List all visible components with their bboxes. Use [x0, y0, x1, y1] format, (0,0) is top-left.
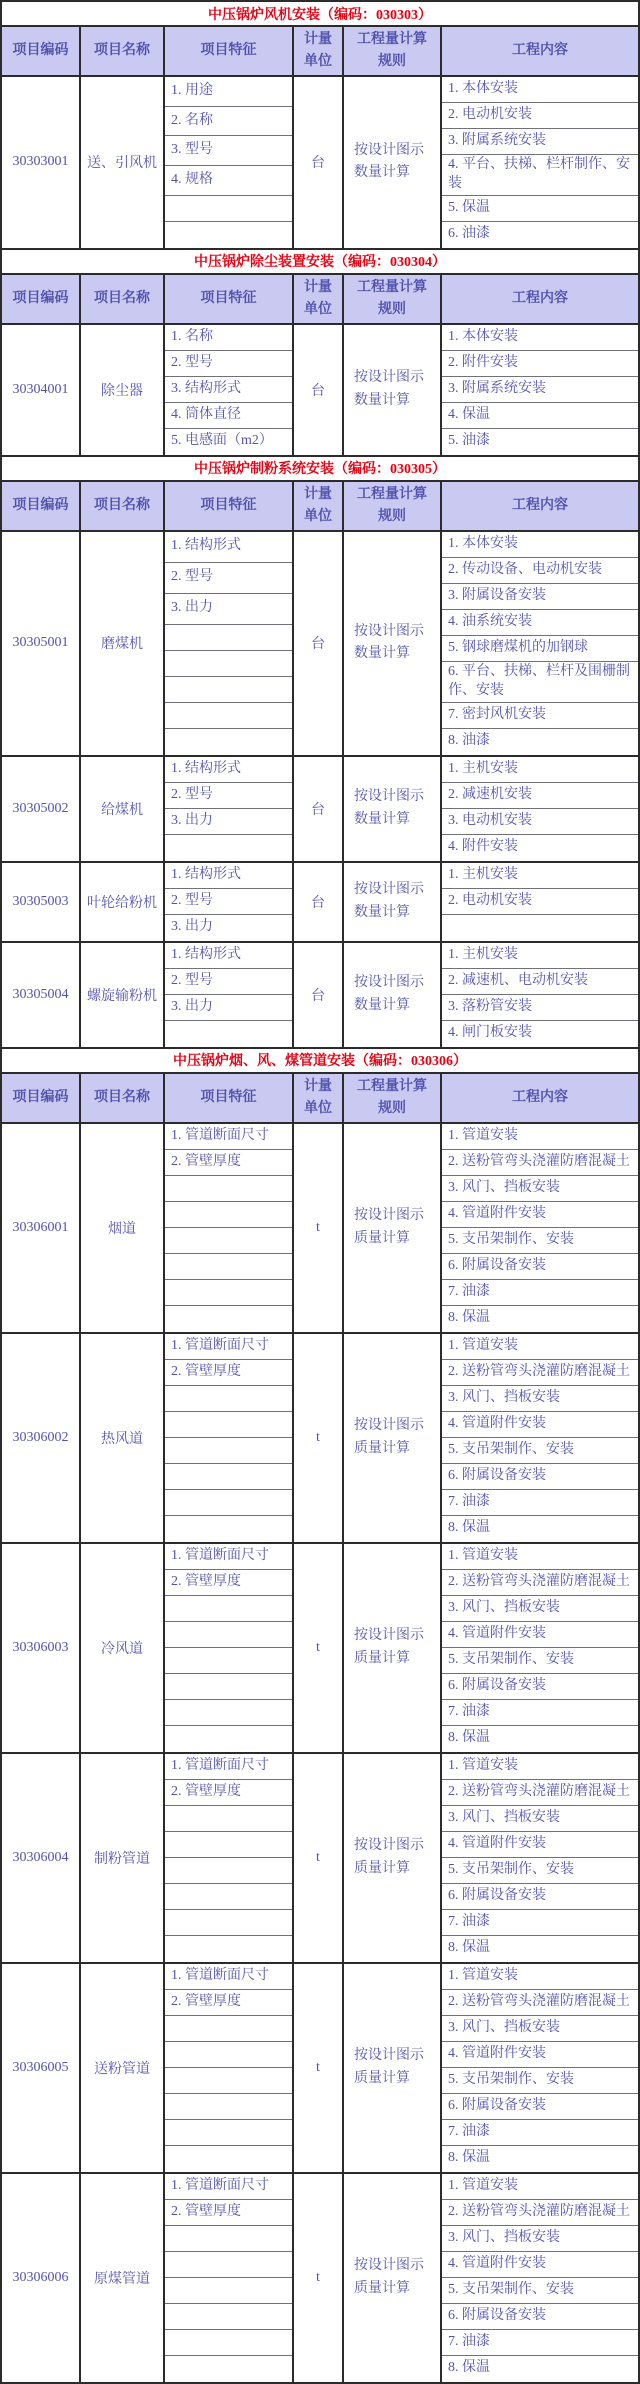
- content-list: [442, 943, 638, 1047]
- content-item: 4. 管道附件安装: [442, 1202, 638, 1228]
- feature-item: 3. 出力: [165, 995, 292, 1021]
- feature-item: 1. 管道断面尺寸: [165, 1124, 292, 1150]
- feature-item: [165, 2042, 292, 2068]
- content-list: [442, 77, 638, 248]
- feature-item: [165, 703, 292, 729]
- project-row: [2, 532, 638, 757]
- feature-item: [165, 835, 292, 861]
- project-code-cell: 30306002: [2, 1334, 81, 1542]
- section-title: 中压锅炉烟、风、煤管道安装（编码：030306）: [2, 1049, 638, 1074]
- column-header: 项目名称: [81, 275, 165, 323]
- rule-cell: 按设计图示质量计算: [344, 1544, 442, 1752]
- content-item: 7. 油漆: [442, 2330, 638, 2356]
- unit-cell: t: [294, 1124, 344, 1332]
- unit-cell: t: [294, 1754, 344, 1962]
- feature-item: 4. 规格: [165, 166, 292, 196]
- project-code-cell: 30304001: [2, 325, 81, 455]
- feature-item: 2. 名称: [165, 107, 292, 137]
- content-item: 2. 电动机安装: [442, 889, 638, 915]
- column-header: 工程量计算规则: [344, 27, 442, 75]
- feature-item: [165, 1021, 292, 1047]
- column-header: 工程内容: [512, 43, 568, 59]
- feature-item: 2. 管壁厚度: [165, 1570, 292, 1596]
- feature-item: [165, 1700, 292, 1726]
- content-item: 4. 管道附件安装: [442, 2042, 638, 2068]
- feature-item: [165, 1176, 292, 1202]
- feature-item: [165, 2094, 292, 2120]
- project-code-cell: 30306006: [2, 2174, 81, 2382]
- column-header: 项目编码: [2, 1074, 81, 1122]
- feature-item: [165, 1438, 292, 1464]
- column-header: 项目编码: [2, 27, 81, 75]
- project-name-cell: 除尘器: [81, 325, 165, 455]
- content-item: 1. 管道安装: [442, 2174, 638, 2200]
- content-item: 5. 支吊架制作、安装: [442, 2068, 638, 2094]
- content-item: 8. 保温: [448, 1730, 490, 1746]
- feature-item: [165, 2120, 292, 2146]
- project-name-cell: 原煤管道: [81, 2174, 165, 2382]
- feature-list: [165, 2174, 294, 2382]
- project-name-cell: 送粉管道: [81, 1964, 165, 2172]
- content-list: [442, 1964, 638, 2172]
- project-name-cell: 给煤机: [81, 757, 165, 861]
- content-item: 3. 风门、挡板安装: [442, 1386, 638, 1412]
- content-item: 6. 附属设备安装: [442, 1674, 638, 1700]
- content-item: 5. 油漆: [448, 433, 490, 449]
- content-item: 3. 风门、挡板安装: [442, 1596, 638, 1622]
- content-item: 8. 保温: [448, 2360, 490, 2376]
- content-item: 5. 支吊架制作、安装: [442, 1858, 638, 1884]
- content-item: 5. 支吊架制作、安装: [442, 1648, 638, 1674]
- section-title: 中压锅炉除尘装置安装（编码：030304）: [2, 250, 638, 275]
- feature-item: [165, 1858, 292, 1884]
- content-item: 4. 附件安装: [448, 839, 518, 855]
- feature-list: [165, 1124, 294, 1332]
- project-name-cell: 送、引风机: [81, 77, 165, 248]
- content-item: 6. 附属设备安装: [442, 2304, 638, 2330]
- feature-item: [165, 1726, 292, 1752]
- content-item: 2. 送粉管弯头浇灌防磨混凝土: [442, 1990, 638, 2016]
- unit-cell: t: [294, 2174, 344, 2382]
- unit-cell: 台: [294, 757, 344, 861]
- project-row: [2, 1334, 638, 1544]
- feature-item: [165, 1884, 292, 1910]
- feature-list: [165, 1964, 294, 2172]
- unit-cell: 台: [294, 325, 344, 455]
- project-name-cell: 磨煤机: [81, 532, 165, 755]
- content-item: 1. 管道安装: [442, 1544, 638, 1570]
- unit-cell: 台: [294, 863, 344, 941]
- column-header: 项目特征: [165, 482, 294, 530]
- column-header: 计量单位: [294, 1074, 344, 1122]
- content-list: [442, 757, 638, 861]
- content-item: 7. 油漆: [442, 1280, 638, 1306]
- feature-item: [165, 2068, 292, 2094]
- content-list: [442, 325, 638, 455]
- section-title: 中压锅炉制粉系统安装（编码：030305）: [2, 457, 638, 482]
- content-item: 2. 减速机、电动机安装: [442, 969, 638, 995]
- content-item: 2. 传动设备、电动机安装: [442, 558, 638, 584]
- column-header: 项目名称: [81, 482, 165, 530]
- column-header: 项目编码: [2, 275, 81, 323]
- content-item: 8. 保温: [448, 2150, 490, 2166]
- content-item: 5. 支吊架制作、安装: [442, 1228, 638, 1254]
- feature-item: [165, 1254, 292, 1280]
- feature-item: 2. 管壁厚度: [165, 1780, 292, 1806]
- content-item: 6. 附属设备安装: [442, 1254, 638, 1280]
- content-item: 6. 平台、扶梯、栏杆及围栅制作、安装: [442, 662, 638, 703]
- column-header: 计量单位: [294, 482, 344, 530]
- content-item: 3. 风门、挡板安装: [442, 2226, 638, 2252]
- project-code-cell: 30303001: [2, 77, 81, 248]
- column-header: 项目编码: [2, 482, 81, 530]
- feature-list: [165, 532, 294, 755]
- unit-cell: 台: [294, 77, 344, 248]
- feature-item: [165, 1516, 292, 1542]
- feature-item: 2. 管壁厚度: [165, 1360, 292, 1386]
- feature-item: [165, 677, 292, 703]
- feature-item: 2. 型号: [165, 889, 292, 915]
- content-item: 2. 附件安装: [442, 351, 638, 377]
- feature-item: [165, 2226, 292, 2252]
- content-item: 4. 油系统安装: [442, 610, 638, 636]
- content-item: 3. 附属系统安装: [442, 129, 638, 155]
- content-item: 8. 保温: [448, 1520, 490, 1536]
- feature-item: [165, 1622, 292, 1648]
- rule-cell: 按设计图示质量计算: [344, 1124, 442, 1332]
- feature-item: 2. 型号: [165, 783, 292, 809]
- project-row: [2, 2174, 638, 2382]
- project-code-cell: 30305002: [2, 757, 81, 861]
- content-item: 3. 风门、挡板安装: [442, 1176, 638, 1202]
- content-item: 3. 附属系统安装: [442, 377, 638, 403]
- feature-item: 5. 电感面（m2）: [171, 433, 273, 449]
- content-item: 2. 送粉管弯头浇灌防磨混凝土: [442, 2200, 638, 2226]
- content-item: 8. 保温: [448, 1310, 490, 1326]
- feature-item: [165, 2304, 292, 2330]
- feature-item: [165, 1832, 292, 1858]
- feature-item: [165, 1412, 292, 1438]
- feature-item: 1. 管道断面尺寸: [165, 1754, 292, 1780]
- rule-cell: 按设计图示质量计算: [344, 1334, 442, 1542]
- feature-item: 2. 管壁厚度: [165, 1150, 292, 1176]
- content-item: 3. 落粉管安装: [442, 995, 638, 1021]
- feature-item: 1. 结构形式: [165, 863, 292, 889]
- feature-item: [165, 2252, 292, 2278]
- content-item: 1. 主机安装: [442, 757, 638, 783]
- column-header: 工程量计算规则: [344, 482, 442, 530]
- content-item: 1. 主机安装: [442, 863, 638, 889]
- feature-item: [165, 2278, 292, 2304]
- header-row: [2, 1074, 638, 1124]
- feature-item: 1. 结构形式: [165, 757, 292, 783]
- project-code-cell: 30306003: [2, 1544, 81, 1752]
- feature-item: 1. 用途: [165, 77, 292, 107]
- content-item: 3. 风门、挡板安装: [442, 2016, 638, 2042]
- header-row: [2, 482, 638, 532]
- feature-item: [165, 625, 292, 651]
- content-item: 7. 油漆: [442, 2120, 638, 2146]
- content-item: 2. 电动机安装: [442, 103, 638, 129]
- column-header: 工程内容: [512, 1089, 568, 1105]
- project-code-cell: 30306004: [2, 1754, 81, 1962]
- rule-cell: 按设计图示数量计算: [344, 77, 442, 248]
- content-list: [442, 1124, 638, 1332]
- feature-item: [165, 729, 292, 755]
- column-header: 项目特征: [165, 27, 294, 75]
- column-header: 计量单位: [294, 27, 344, 75]
- content-item: 1. 主机安装: [442, 943, 638, 969]
- content-item: 3. 附属设备安装: [442, 584, 638, 610]
- feature-item: 4. 筒体直径: [165, 403, 292, 429]
- content-list: [442, 863, 638, 941]
- unit-cell: t: [294, 1334, 344, 1542]
- column-header: 项目特征: [165, 275, 294, 323]
- content-item: 4. 平台、扶梯、栏杆制作、安装: [442, 155, 638, 196]
- project-name-cell: 烟道: [81, 1124, 165, 1332]
- content-item: 1. 本体安装: [442, 325, 638, 351]
- content-item: 7. 油漆: [442, 1700, 638, 1726]
- rule-cell: 按设计图示数量计算: [344, 325, 442, 455]
- rule-cell: 按设计图示数量计算: [344, 757, 442, 861]
- content-item: 2. 送粉管弯头浇灌防磨混凝土: [442, 1360, 638, 1386]
- content-item: 6. 附属设备安装: [442, 2094, 638, 2120]
- rule-cell: 按设计图示数量计算: [344, 532, 442, 755]
- feature-item: [165, 651, 292, 677]
- feature-item: [165, 196, 292, 222]
- content-list: [442, 532, 638, 755]
- feature-list: [165, 1544, 294, 1752]
- project-name-cell: 冷风道: [81, 1544, 165, 1752]
- column-header: 工程量计算规则: [344, 1074, 442, 1122]
- column-header: 项目名称: [81, 1074, 165, 1122]
- feature-list: [165, 1754, 294, 1962]
- project-row: [2, 77, 638, 250]
- content-item: 4. 保温: [442, 403, 638, 429]
- project-code-cell: 30305004: [2, 943, 81, 1047]
- feature-item: [165, 1386, 292, 1412]
- project-row: [2, 1754, 638, 1964]
- feature-list: [165, 863, 294, 941]
- rule-cell: 按设计图示质量计算: [344, 2174, 442, 2382]
- unit-cell: 台: [294, 943, 344, 1047]
- feature-list: [165, 1334, 294, 1542]
- content-list: [442, 1544, 638, 1752]
- feature-item: 1. 管道断面尺寸: [165, 1964, 292, 1990]
- content-item: 6. 附属设备安装: [442, 1884, 638, 1910]
- feature-item: [165, 1806, 292, 1832]
- content-item: 6. 附属设备安装: [442, 1464, 638, 1490]
- unit-cell: t: [294, 1964, 344, 2172]
- feature-item: [165, 1280, 292, 1306]
- feature-item: 2. 管壁厚度: [165, 2200, 292, 2226]
- project-row: [2, 1124, 638, 1334]
- project-code-cell: 30306005: [2, 1964, 81, 2172]
- column-header: 工程内容: [512, 497, 568, 513]
- content-item: 4. 管道附件安装: [442, 1412, 638, 1438]
- feature-item: 3. 出力: [165, 809, 292, 835]
- feature-item: [165, 2330, 292, 2356]
- project-row: [2, 863, 638, 943]
- project-row: [2, 1964, 638, 2174]
- project-row: [2, 1544, 638, 1754]
- feature-item: [165, 2356, 292, 2382]
- feature-item: [165, 1674, 292, 1700]
- feature-item: [165, 1202, 292, 1228]
- column-header: 计量单位: [294, 275, 344, 323]
- feature-item: [165, 1648, 292, 1674]
- feature-item: [165, 1936, 292, 1962]
- project-row: [2, 943, 638, 1049]
- column-header: 项目名称: [81, 27, 165, 75]
- feature-item: 1. 名称: [165, 325, 292, 351]
- header-row: [2, 27, 638, 77]
- content-item: 1. 管道安装: [442, 1334, 638, 1360]
- rule-cell: 按设计图示质量计算: [344, 1754, 442, 1962]
- content-item: 4. 管道附件安装: [442, 2252, 638, 2278]
- feature-item: 1. 管道断面尺寸: [165, 2174, 292, 2200]
- unit-cell: 台: [294, 532, 344, 755]
- feature-item: [165, 1910, 292, 1936]
- feature-item: [165, 1490, 292, 1516]
- rule-cell: 按设计图示数量计算: [344, 863, 442, 941]
- project-code-cell: 30305001: [2, 532, 81, 755]
- project-name-cell: 制粉管道: [81, 1754, 165, 1962]
- rule-cell: 按设计图示质量计算: [344, 1964, 442, 2172]
- content-item: 2. 减速机安装: [442, 783, 638, 809]
- project-code-cell: 30305003: [2, 863, 81, 941]
- content-item: 3. 电动机安装: [442, 809, 638, 835]
- feature-item: 2. 型号: [165, 563, 292, 594]
- content-item: 5. 支吊架制作、安装: [442, 1438, 638, 1464]
- feature-item: 3. 型号: [165, 136, 292, 166]
- feature-item: 3. 出力: [165, 594, 292, 625]
- feature-item: [165, 1596, 292, 1622]
- content-item: 7. 密封风机安装: [442, 703, 638, 729]
- column-header: 工程量计算规则: [344, 275, 442, 323]
- feature-item: 1. 管道断面尺寸: [165, 1544, 292, 1570]
- content-list: [442, 2174, 638, 2382]
- content-item: 7. 油漆: [442, 1490, 638, 1516]
- feature-item: [165, 1464, 292, 1490]
- content-item: 7. 油漆: [442, 1910, 638, 1936]
- content-item: 8. 保温: [448, 1940, 490, 1956]
- content-item: 5. 支吊架制作、安装: [442, 2278, 638, 2304]
- feature-item: [165, 2016, 292, 2042]
- content-item: 4. 管道附件安装: [442, 1832, 638, 1858]
- project-name-cell: 叶轮给粉机: [81, 863, 165, 941]
- content-item: 1. 本体安装: [442, 77, 638, 103]
- feature-item: 2. 型号: [165, 969, 292, 995]
- feature-item: 2. 型号: [165, 351, 292, 377]
- content-item: 5. 钢球磨煤机的加钢球: [442, 636, 638, 662]
- content-item: 6. 油漆: [448, 226, 490, 242]
- feature-item: 3. 结构形式: [165, 377, 292, 403]
- header-row: [2, 275, 638, 325]
- content-item: 1. 本体安装: [442, 532, 638, 558]
- unit-cell: t: [294, 1544, 344, 1752]
- content-item: 1. 管道安装: [442, 1964, 638, 1990]
- feature-item: 1. 管道断面尺寸: [165, 1334, 292, 1360]
- feature-list: [165, 757, 294, 861]
- project-name-cell: 热风道: [81, 1334, 165, 1542]
- project-row: [2, 325, 638, 457]
- content-item: 2. 送粉管弯头浇灌防磨混凝土: [442, 1780, 638, 1806]
- content-item: 2. 送粉管弯头浇灌防磨混凝土: [442, 1150, 638, 1176]
- project-code-cell: 30306001: [2, 1124, 81, 1332]
- content-item: 4. 闸门板安装: [448, 1025, 532, 1041]
- content-item: 3. 风门、挡板安装: [442, 1806, 638, 1832]
- feature-item: 1. 结构形式: [165, 532, 292, 563]
- content-item: 8. 油漆: [448, 733, 490, 749]
- feature-list: [165, 943, 294, 1047]
- column-header: 项目特征: [165, 1074, 294, 1122]
- project-row: [2, 757, 638, 863]
- feature-list: [165, 325, 294, 455]
- feature-item: 2. 管壁厚度: [165, 1990, 292, 2016]
- project-name-cell: 螺旋输粉机: [81, 943, 165, 1047]
- feature-list: [165, 77, 294, 248]
- feature-item: [165, 1306, 292, 1332]
- rule-cell: 按设计图示数量计算: [344, 943, 442, 1047]
- content-item: 1. 管道安装: [442, 1124, 638, 1150]
- content-item: [442, 915, 638, 941]
- content-item: 5. 保温: [442, 196, 638, 222]
- column-header: 工程内容: [512, 290, 568, 306]
- content-item: 1. 管道安装: [442, 1754, 638, 1780]
- content-list: [442, 1334, 638, 1542]
- content-item: 4. 管道附件安装: [442, 1622, 638, 1648]
- feature-item: [165, 222, 292, 248]
- feature-item: [165, 1228, 292, 1254]
- feature-item: [165, 2146, 292, 2172]
- feature-item: 3. 出力: [171, 919, 213, 935]
- content-list: [442, 1754, 638, 1962]
- content-item: 2. 送粉管弯头浇灌防磨混凝土: [442, 1570, 638, 1596]
- section-title: 中压锅炉风机安装（编码：030303）: [2, 2, 638, 27]
- feature-item: 1. 结构形式: [165, 943, 292, 969]
